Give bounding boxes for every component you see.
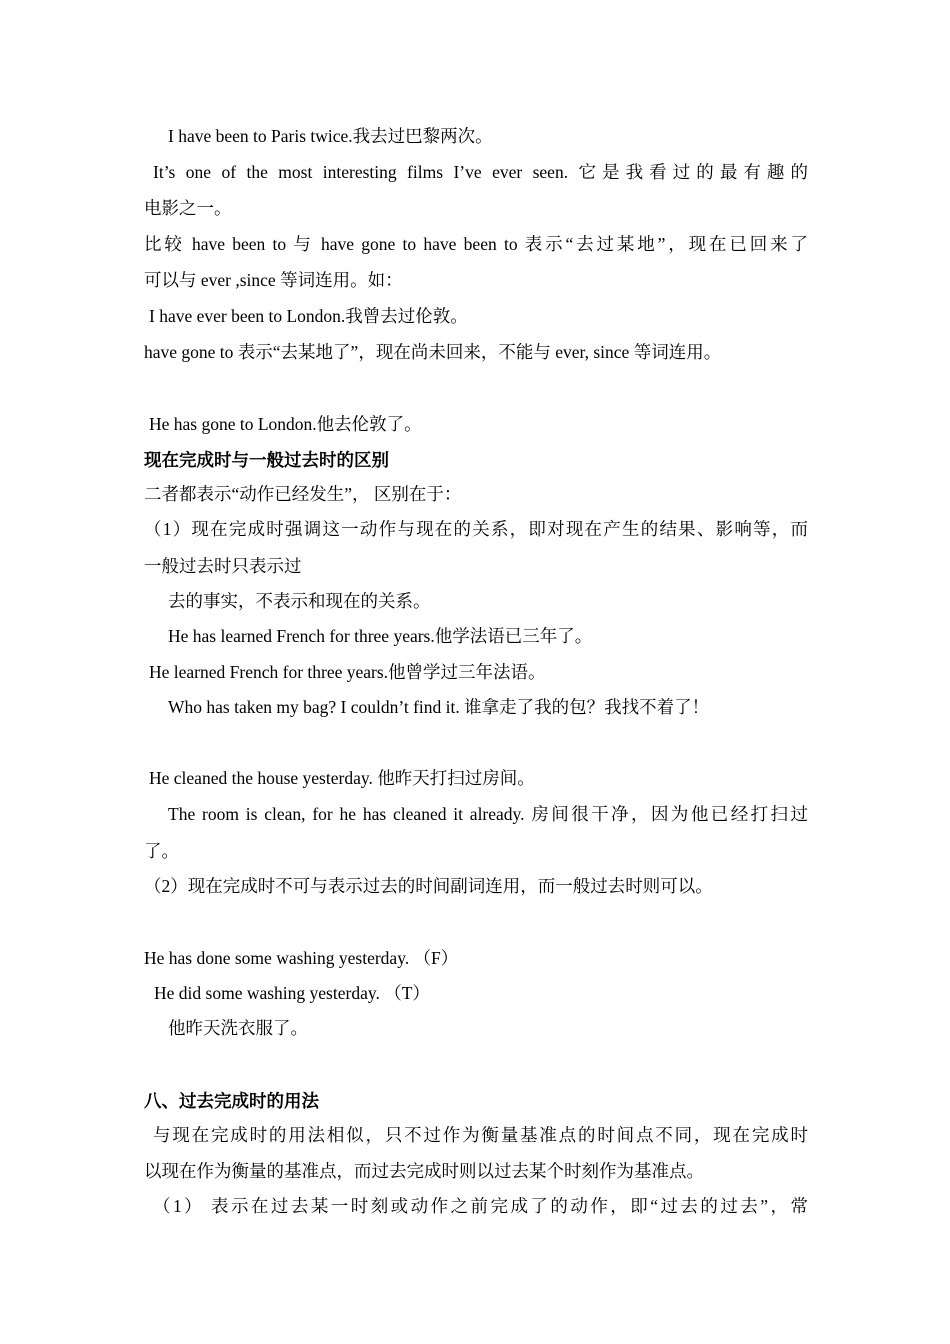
section-heading-present-perfect-vs-past: 现在完成时与一般过去时的区别 [144, 450, 389, 470]
point-1-text: （1）现在完成时强调这一动作与现在的关系，即对现在产生的结果、影响等，而 [144, 519, 808, 539]
example-interesting-films-continued: 电影之一。 [144, 198, 232, 218]
example-has-done-washing-false: He has done some washing yesterday. （F） [144, 948, 459, 968]
example-room-is-clean: The room is clean, for he has cleaned it already. 房间很干净，因为他已经打扫过 [168, 804, 808, 824]
example-gone-to-london: He has gone to London.他去伦敦了。 [149, 414, 422, 434]
point-2-text: （2）现在完成时不可与表示过去的时间副词连用，而一般过去时则可以。 [144, 876, 713, 896]
example-room-is-clean-continued: 了。 [144, 841, 179, 861]
example-taken-my-bag: Who has taken my bag? I couldn’t find it. 谁拿走了我的包？我找不着了！ [168, 697, 710, 717]
difference-intro: 二者都表示“动作已经发生”， 区别在于： [144, 484, 462, 504]
compare-have-been-continued: 可以与 ever ,since 等词连用。如： [144, 270, 403, 290]
past-perfect-intro-continued: 以现在作为衡量的基准点，而过去完成时则以过去某个时刻作为基准点。 [144, 1161, 704, 1181]
example-ever-been-london: I have ever been to London.我曾去过伦敦。 [149, 306, 468, 326]
example-learned-french: He learned French for three years.他曾学过三年法语。 [149, 662, 546, 682]
example-washing-translation: 他昨天洗衣服了。 [168, 1018, 308, 1038]
have-gone-to-explanation: have gone to 表示“去某地了”，现在尚未回来，不能与 ever, since 等词连用。 [144, 342, 722, 362]
past-perfect-point-1: （1） 表示在过去某一时刻或动作之前完成了的动作，即“过去的过去”，常 [153, 1196, 808, 1216]
example-paris-twice: I have been to Paris twice.我去过巴黎两次。 [168, 126, 493, 146]
section-heading-past-perfect: 八、过去完成时的用法 [144, 1091, 319, 1111]
example-interesting-films: It’s one of the most interesting films I’ve ever seen. 它是我看过的最有趣的 [153, 162, 808, 182]
point-1-text-continued-2: 去的事实，不表示和现在的关系。 [168, 591, 431, 611]
example-cleaned-house: He cleaned the house yesterday. 他昨天打扫过房间。 [149, 768, 535, 788]
compare-have-been-have-gone: 比较 have been to 与 have gone to have been to 表示“去过某地”，现在已回来了 [144, 234, 808, 254]
example-has-learned-french: He has learned French for three years.他学法语已三年了。 [168, 626, 593, 646]
point-1-text-continued: 一般过去时只表示过 [144, 556, 302, 576]
example-did-washing-true: He did some washing yesterday. （T） [154, 983, 430, 1003]
past-perfect-intro: 与现在完成时的用法相似，只不过作为衡量基准点的时间点不同，现在完成时 [153, 1125, 808, 1145]
